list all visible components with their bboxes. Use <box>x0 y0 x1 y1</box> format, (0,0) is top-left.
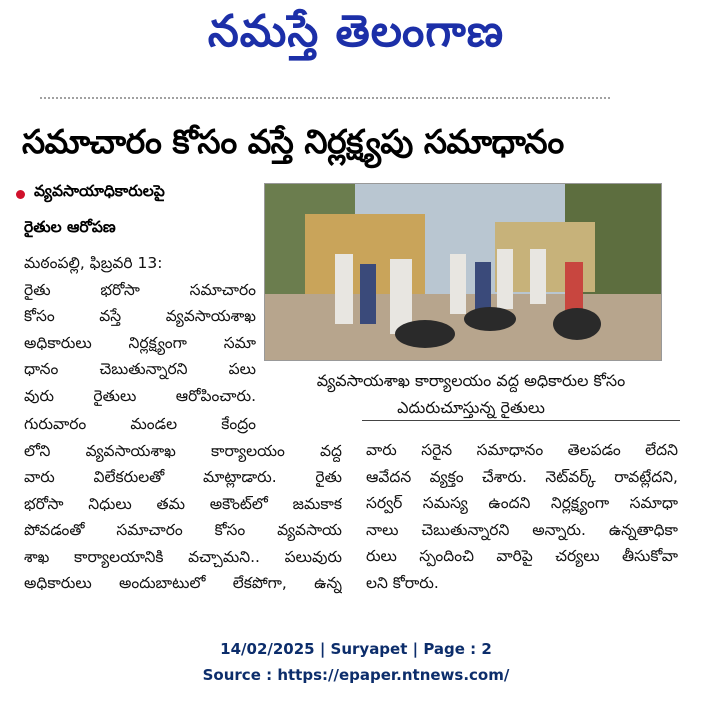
source-link[interactable]: Source : https://epaper.ntnews.com/ <box>202 666 510 684</box>
newspaper-logo: నమస్తే తెలంగాణ <box>207 6 505 57</box>
text-line: ధానం చెబుతున్నారని పలు <box>24 360 256 378</box>
text-line: ఆవేదన వ్యక్తం చేశారు. నెట్‌వర్క్ రావట్లేదని, <box>366 467 678 486</box>
text-line: వారు విలేకరులతో మాట్లాడారు. రైతు <box>24 468 342 486</box>
right-column <box>366 437 678 596</box>
text-line: పోవడంతో సమాచారం కోసం వ్యవసాయ <box>24 521 342 539</box>
text-line: లోని వ్యవసాయశాఖ కార్యాలయం వద్ద <box>24 441 342 460</box>
caption-line: ఎదురుచూస్తున్న రైతులు <box>397 398 545 417</box>
caption-divider <box>362 420 680 421</box>
body-column-wide <box>24 411 342 597</box>
left-column <box>24 250 256 409</box>
article-headline: సమాచారం కోసం వస్తే నిర్లక్ష్యపు సమాధానం <box>22 122 564 161</box>
text-line: వురు రైతులు ఆరోపించారు. <box>24 386 256 405</box>
text-line: గురువారం మండల కేంద్రం <box>24 415 256 433</box>
text-line: లని కోరారు. <box>366 573 439 592</box>
clipped-text-strip <box>40 97 610 105</box>
masthead <box>0 0 712 78</box>
text-line: అధికారులు అందుబాటులో లేకపోగా, ఉన్న <box>24 574 342 592</box>
text-line: సర్వర్ సమస్య ఉందని నిర్లక్ష్యంగా సమాధా <box>366 494 678 512</box>
text-line: అధికారులు నిర్లక్ష్యంగా సమా <box>24 333 256 352</box>
red-bullet-icon <box>16 190 25 199</box>
text-line: నాలు చెబుతున్నారని అన్నారు. ఉన్నతాధికా <box>366 520 678 539</box>
subhead-2: రైతుల ఆరోపణ <box>24 218 116 236</box>
news-photo <box>264 183 662 361</box>
text-line: మఠంపల్లి, ఫిబ్రవరి 13: <box>24 254 163 272</box>
edition-info: 14/02/2025 | Suryapet | Page : 2 <box>220 640 492 658</box>
text-line: రులు స్పందించి వారిపై చర్యలు తీసుకోవా <box>366 547 678 565</box>
text-line: కోసం వస్తే వ్యవసాయశాఖ <box>24 307 256 325</box>
text-line: వారు సరైన సమాధానం తెలపడం లేదని <box>366 441 678 459</box>
text-line: భరోసా నిధులు తమ అకౌంట్‌లో జమకాక <box>24 494 342 513</box>
photo-farmers-waiting <box>265 184 661 360</box>
text-line: రైతు భరోసా సమాచారం <box>24 280 256 299</box>
photo-caption <box>264 367 678 421</box>
text-line: శాఖ కార్యాలయానికి వచ్చామని.. పలువురు <box>24 547 342 566</box>
caption-line: వ్యవసాయశాఖ కార్యాలయం వద్ద అధికారుల కోసం <box>316 371 626 390</box>
subhead-1: వ్యవసాయాధికారులపై <box>34 182 165 200</box>
